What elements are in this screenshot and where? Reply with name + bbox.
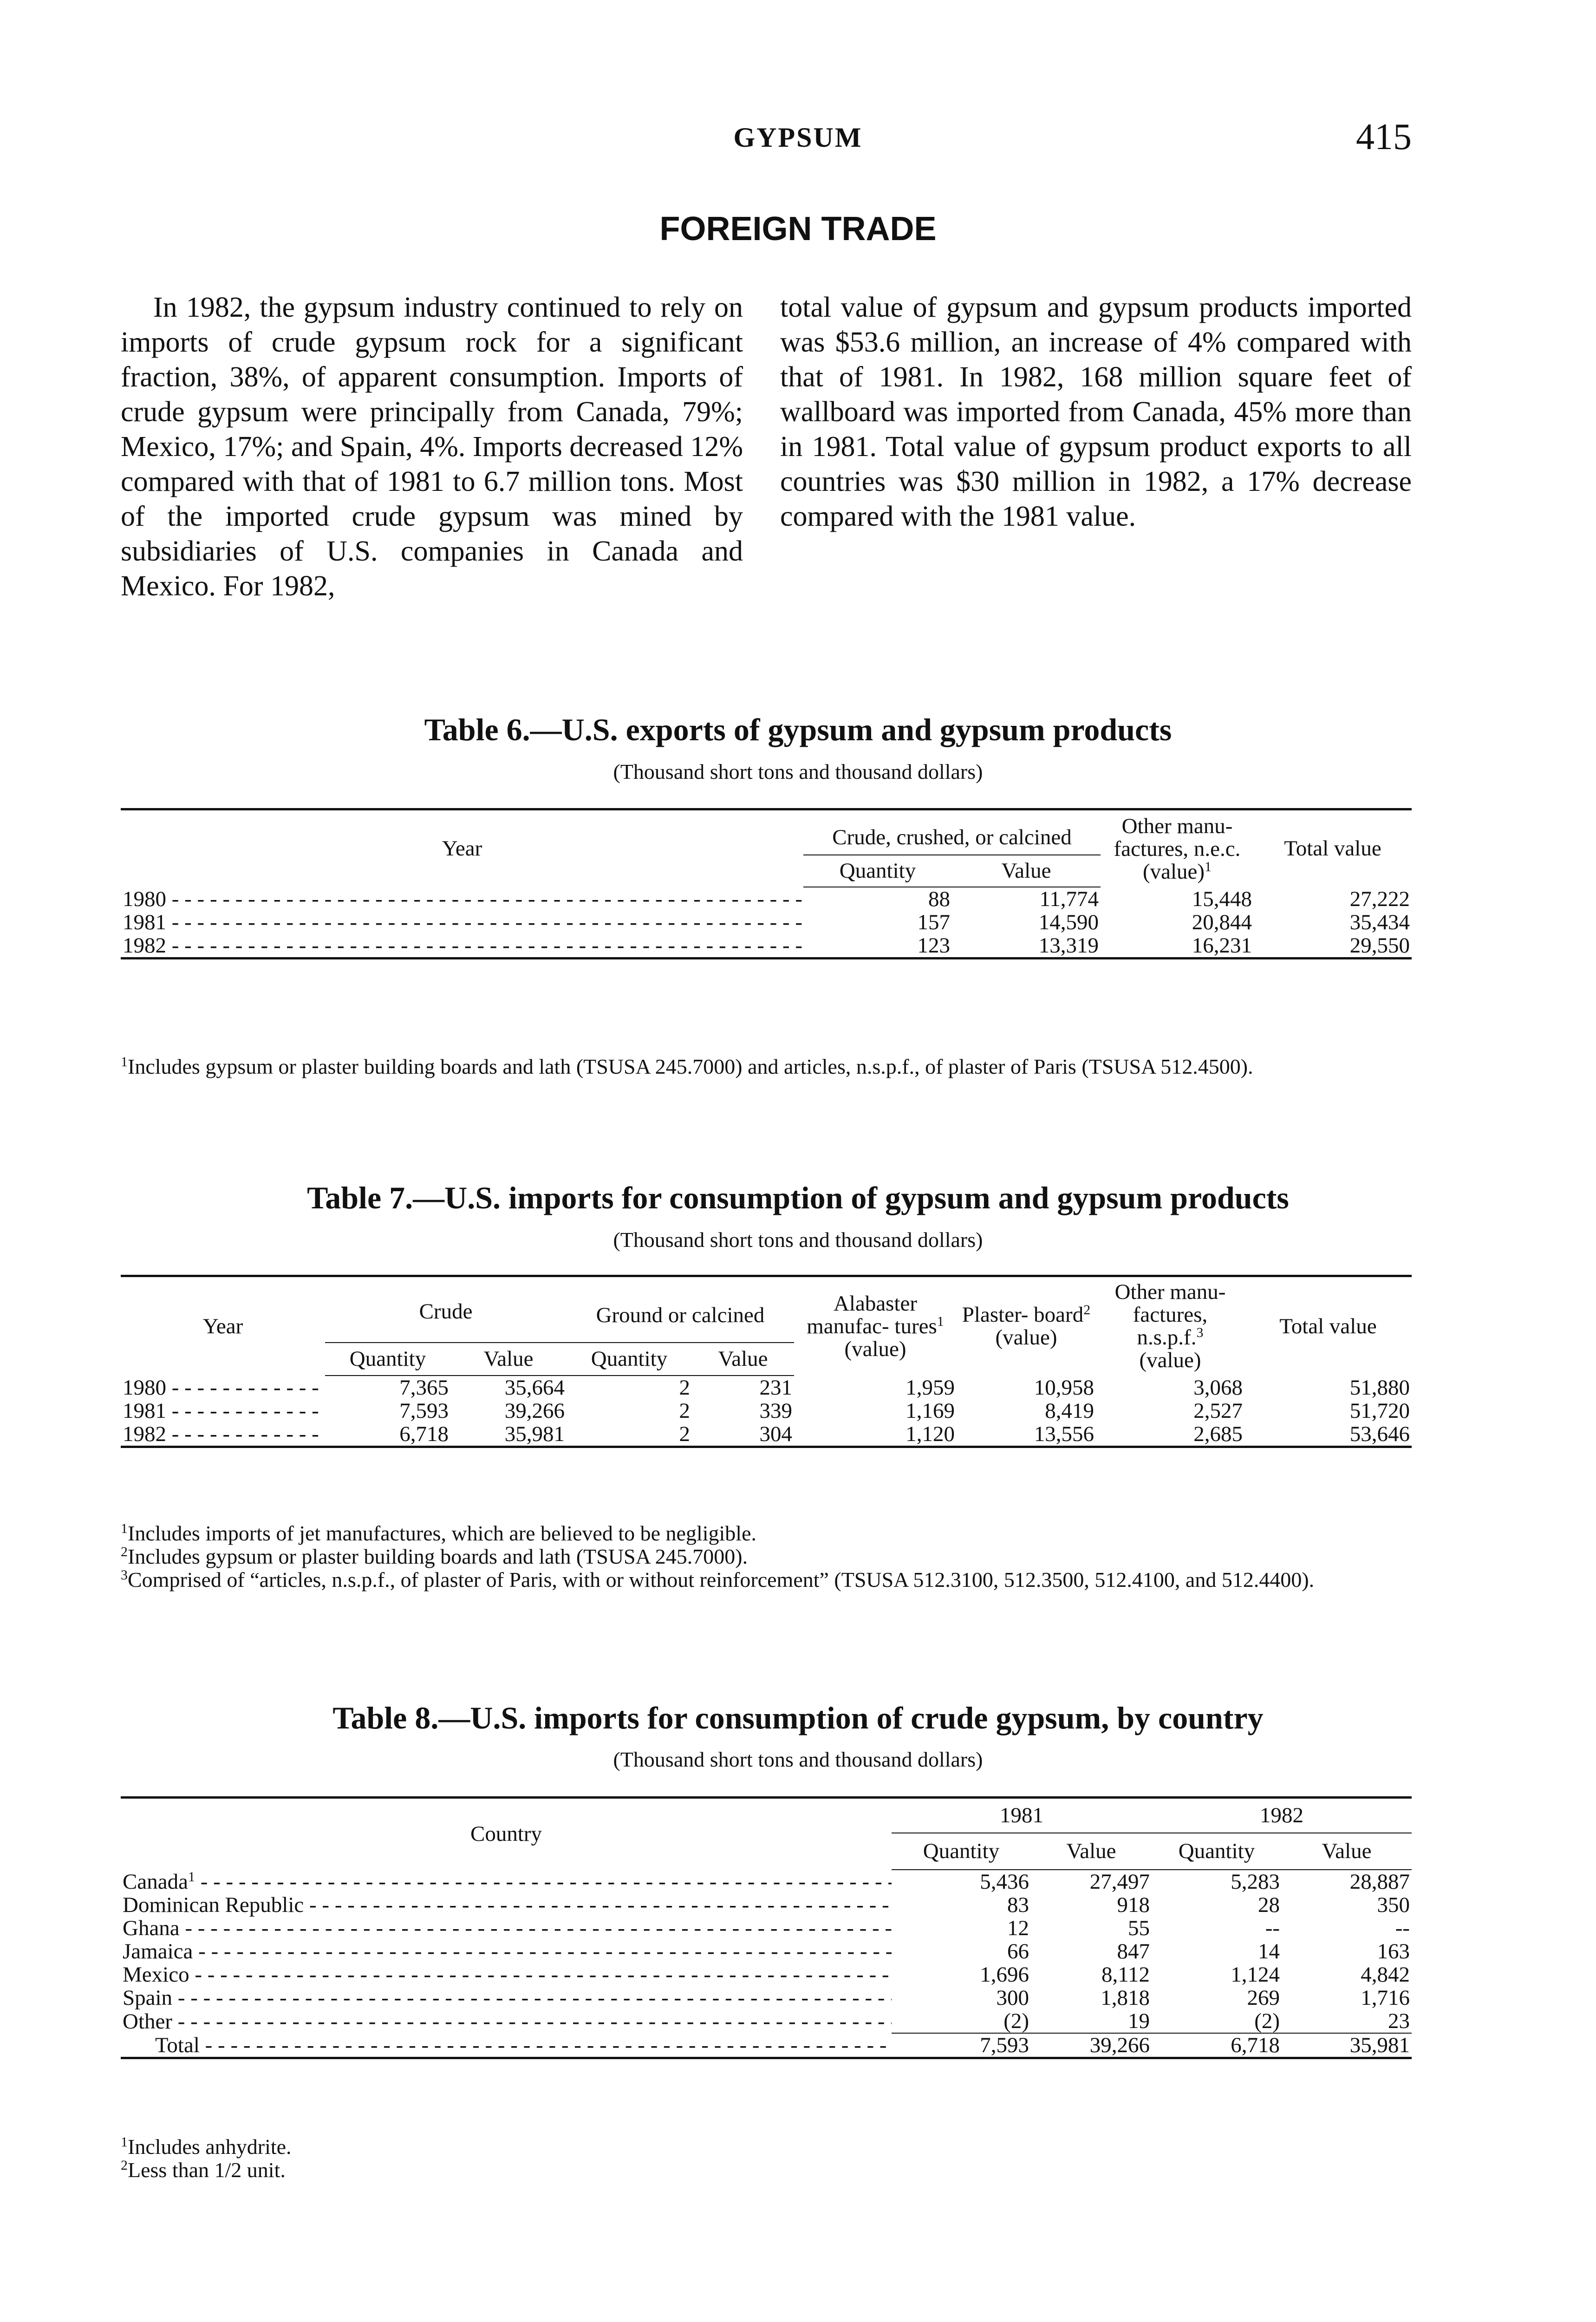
table8-country: Mexico - - - [121, 1963, 892, 1986]
table7-header-plaster-value: (value) [995, 1325, 1057, 1350]
table7-year: 1981 - - - [121, 1399, 325, 1422]
table7-ground-quantity: 2 [567, 1422, 692, 1447]
body-paragraph-left: In 1982, the gypsum industry continued to rely on imports of crude gypsum rock for a significant fraction, 38%, of apparent consumption. Imports of crude gypsum were principally from Canada, 79%; Mexico, 17%; and Spain, 4%. Imports decreased 12% compared with that of 1981 to 6.7 million tons. Most of the imported crude gypsum was mined by subsidiaries of U.S. companies in Canada and Mexico. For 1982, [121, 292, 743, 602]
table7-title: Table 7.—U.S. imports for consumption of gypsum and gypsum products [307, 1180, 1289, 1215]
table-row [121, 2009, 1412, 2033]
table6-header-other [1101, 809, 1254, 887]
section-title: FOREIGN TRADE [659, 210, 937, 248]
table7-footnote-2 [121, 1545, 1412, 1568]
table7-alabaster: 1,959 [905, 1376, 955, 1399]
table7-header-other-value: (value) [1139, 1348, 1201, 1372]
table8-country: Dominican Republic - - - [121, 1893, 892, 1917]
table8-value-1982: -- [1395, 1917, 1410, 1940]
table8-quantity-1982: 269 [1247, 1986, 1280, 2009]
table8-total-quantity-1982: 6,718 [1152, 2033, 1282, 2058]
table6-other: 16,231 [1101, 934, 1254, 959]
table-row [121, 911, 1412, 934]
footnote-mark: 1 [121, 2134, 128, 2150]
table6-title: Table 6.—U.S. exports of gypsum and gypsum products [424, 712, 1172, 747]
table7-header-ground-value: Value [692, 1343, 794, 1376]
table7-header-ground: Ground or calcined [567, 1276, 794, 1343]
running-header-title: GYPSUM [733, 122, 863, 153]
table7-header-total: Total value [1244, 1276, 1412, 1376]
table-row [121, 887, 1412, 911]
table7-other: 2,527 [1193, 1399, 1243, 1422]
table8-value-1981: 847 [1117, 1940, 1150, 1963]
table7-plasterboard: 10,958 [1034, 1376, 1094, 1399]
table7-header-crude: Crude [325, 1276, 567, 1343]
table7-ground-value: 339 [759, 1399, 792, 1422]
table6-other: 20,844 [1192, 911, 1252, 934]
table6-total: 27,222 [1349, 887, 1410, 911]
footnote-text: Includes imports of jet manufactures, which are believed to be negligible. [128, 1521, 756, 1545]
table6-header-crude-group: Crude, crushed, or calcined [803, 809, 1101, 855]
table-row [121, 1986, 1412, 2009]
table-row [121, 1963, 1412, 1986]
table-row [121, 1893, 1412, 1917]
table8-value-1982: 28,887 [1349, 1870, 1410, 1893]
table6 [121, 808, 1412, 959]
table8-value-1982: 1,716 [1361, 1986, 1410, 2009]
table6-value: 13,319 [952, 934, 1101, 959]
table8-total-label [121, 2033, 892, 2058]
footnote-text: Comprised of “articles, n.s.p.f., of plaster of Paris, with or without reinforcement” (TSUSA 512.3100, 512.3500, 512.4100, and 512.4400). [128, 1568, 1315, 1591]
footnote-mark: 1 [121, 1054, 128, 1070]
table7-crude-quantity: 7,593 [399, 1399, 449, 1422]
table8-country [121, 1870, 892, 1893]
table8-quantity-1982: 28 [1258, 1893, 1280, 1917]
footnote-mark: 2 [121, 2158, 128, 2173]
table8-value-1982: 163 [1377, 1940, 1410, 1963]
table8-header-country: Country [121, 1798, 892, 1870]
table6-other: 15,448 [1192, 887, 1252, 911]
table7-crude-value: 39,266 [504, 1399, 565, 1422]
table7-total: 53,646 [1244, 1422, 1412, 1447]
table7 [121, 1275, 1412, 1448]
table7-ground-quantity: 2 [679, 1399, 690, 1422]
table7-ground-value: 231 [759, 1376, 792, 1399]
table8-country: Other - - - [121, 2009, 892, 2033]
table-row [121, 934, 1412, 959]
table8 [121, 1796, 1412, 2059]
table6-header-other-note: 1 [1205, 859, 1212, 874]
table7-crude-quantity: 7,365 [399, 1376, 449, 1399]
table7-crude-quantity: 6,718 [325, 1422, 450, 1447]
table8-value-1981: 8,112 [1101, 1963, 1150, 1986]
table6-quantity: 157 [917, 911, 950, 934]
footnote-mark: 1 [121, 1521, 128, 1536]
table7-header-alabaster-value: (value) [844, 1337, 906, 1361]
table6-year: 1981 - - - [121, 911, 803, 934]
table7-year: 1980 - - - [121, 1376, 325, 1399]
table-row [121, 1399, 1412, 1422]
table8-quantity-1981: 12 [1007, 1917, 1029, 1940]
table7-header-other-label: Other manu- factures, n.s.p.f. [1114, 1280, 1226, 1350]
table7-header-ground-quantity: Quantity [567, 1343, 692, 1376]
table8-value-1981: 19 [1128, 2009, 1150, 2033]
table8-total-value-1981: 39,266 [1031, 2033, 1152, 2058]
table7-footnote-1 [121, 1522, 1412, 1545]
table7-header-other-note: 3 [1196, 1325, 1204, 1340]
table7-header-crude-quantity: Quantity [325, 1343, 450, 1376]
table7-plasterboard: 8,419 [1045, 1399, 1094, 1422]
table8-quantity-1981: 1,696 [980, 1963, 1029, 1986]
table7-header-alabaster-label: Alabaster manufac- tures [807, 1291, 937, 1338]
table7-ground-value: 304 [692, 1422, 794, 1447]
table7-crude-value: 35,664 [504, 1376, 565, 1399]
table8-header-1982-value: Value [1282, 1833, 1412, 1870]
table6-quantity: 88 [928, 887, 950, 911]
footnote-mark: 3 [121, 1567, 128, 1583]
table6-total: 29,550 [1254, 934, 1412, 959]
footnote-text: Includes gypsum or plaster building boards and lath (TSUSA 245.7000). [128, 1545, 748, 1568]
table7-plasterboard: 13,556 [957, 1422, 1096, 1447]
table8-value-1982: 350 [1377, 1893, 1410, 1917]
table8-country: Spain - - - [121, 1986, 892, 2009]
country-note: 1 [188, 1870, 195, 1885]
table6-value: 11,774 [1039, 887, 1099, 911]
table8-header-1982: 1982 [1152, 1798, 1412, 1833]
table8-quantity-1982: -- [1265, 1917, 1280, 1940]
table8-total-quantity-1981: 7,593 [892, 2033, 1031, 2058]
table8-quantity-1981: 5,436 [980, 1870, 1029, 1893]
table7-year: 1982 - - - [121, 1422, 325, 1447]
table7-crude-value: 35,981 [450, 1422, 567, 1447]
table7-alabaster: 1,169 [905, 1399, 955, 1422]
table8-quantity-1982: 14 [1258, 1940, 1280, 1963]
footnote-text: Less than 1/2 unit. [128, 2158, 286, 2182]
table8-subtitle: (Thousand short tons and thousand dollars) [613, 1748, 983, 1771]
table7-header-year: Year [121, 1276, 325, 1376]
table7-header-crude-value: Value [450, 1343, 567, 1376]
table7-header-plaster-label: Plaster- board [962, 1303, 1084, 1327]
table8-total-value-1982: 35,981 [1282, 2033, 1412, 2058]
table8-header-1981-value: Value [1031, 1833, 1152, 1870]
table7-other: 3,068 [1193, 1376, 1243, 1399]
total-label: Total [155, 2033, 200, 2057]
table8-quantity-1982: 1,124 [1231, 1963, 1280, 1986]
country-name: Canada [123, 1870, 188, 1893]
table6-total: 35,434 [1349, 911, 1410, 934]
table8-quantity-1982: (2) [1254, 2009, 1280, 2033]
table8-value-1981: 55 [1128, 1917, 1150, 1940]
table6-value: 14,590 [1038, 911, 1099, 934]
table6-subtitle: (Thousand short tons and thousand dollars) [613, 760, 983, 783]
table7-header-plaster-note: 2 [1083, 1302, 1091, 1318]
table7-total: 51,720 [1349, 1399, 1410, 1422]
table-row [121, 1870, 1412, 1893]
table6-header-value: Value [952, 855, 1101, 887]
table8-header-1981-quantity: Quantity [892, 1833, 1031, 1870]
table8-country: Jamaica - - - [121, 1940, 892, 1963]
table8-value-1981: 918 [1117, 1893, 1150, 1917]
table8-value-1981: 27,497 [1089, 1870, 1150, 1893]
table-row [121, 1940, 1412, 1963]
table7-header-alabaster-note: 1 [937, 1313, 944, 1329]
table8-quantity-1982: 5,283 [1231, 1870, 1280, 1893]
table8-country: Ghana - - - [121, 1917, 892, 1940]
table6-header-year: Year [121, 809, 803, 887]
table7-subtitle: (Thousand short tons and thousand dollars) [613, 1228, 983, 1252]
table-total-row [121, 2033, 1412, 2058]
table8-title: Table 8.—U.S. imports for consumption of crude gypsum, by country [332, 1700, 1264, 1735]
table7-total: 51,880 [1349, 1376, 1410, 1399]
table8-footnote-2 [121, 2159, 1412, 2182]
table6-quantity: 123 [803, 934, 952, 959]
table8-value-1982: 23 [1388, 2009, 1410, 2033]
table8-footnote-1 [121, 2135, 1412, 2159]
table6-year: 1980 - - - [121, 887, 803, 911]
table7-header-other [1096, 1276, 1244, 1376]
table7-alabaster: 1,120 [794, 1422, 957, 1447]
footnote-mark: 2 [121, 1544, 128, 1559]
table-row [121, 1376, 1412, 1399]
table8-quantity-1981: 66 [1007, 1940, 1029, 1963]
table7-ground-quantity: 2 [679, 1376, 690, 1399]
table7-other: 2,685 [1096, 1422, 1244, 1447]
table6-header-quantity: Quantity [803, 855, 952, 887]
page-number: 415 [1356, 117, 1412, 157]
table8-quantity-1981: 300 [996, 1986, 1029, 2009]
table6-footnote-1 [121, 1055, 1412, 1078]
table8-quantity-1981: (2) [1003, 2009, 1029, 2033]
table7-header-alabaster [794, 1276, 957, 1376]
table-row [121, 1422, 1412, 1447]
table7-footnote-3 [121, 1568, 1412, 1591]
table6-year: 1982 - - - [121, 934, 803, 959]
table8-value-1982: 4,842 [1361, 1963, 1410, 1986]
footnote-text: Includes gypsum or plaster building boards and lath (TSUSA 245.7000) and articles, n.s.p.f., of plaster of Paris (TSUSA 512.4500). [128, 1055, 1253, 1078]
footnote-text: Includes anhydrite. [128, 2135, 292, 2159]
table-row [121, 1917, 1412, 1940]
table8-quantity-1981: 83 [1007, 1893, 1029, 1917]
body-paragraph-right: total value of gypsum and gypsum products imported was $53.6 million, an increase of 4% compared with that of 1981. In 1982, 168 million square feet of wallboard was imported from Canada, 45% more than in 1981. Total value of gypsum product exports to all countries was $30 million in 1982, a 17% decrease compared with the 1981 value. [780, 292, 1412, 532]
table6-header-other-label: Other manu- factures, n.e.c. (value) [1114, 814, 1241, 884]
table7-header-plasterboard [957, 1276, 1096, 1376]
table8-header-1981: 1981 [892, 1798, 1152, 1833]
table6-header-total: Total value [1254, 809, 1412, 887]
table8-value-1981: 1,818 [1101, 1986, 1150, 2009]
table8-header-1982-quantity: Quantity [1152, 1833, 1282, 1870]
